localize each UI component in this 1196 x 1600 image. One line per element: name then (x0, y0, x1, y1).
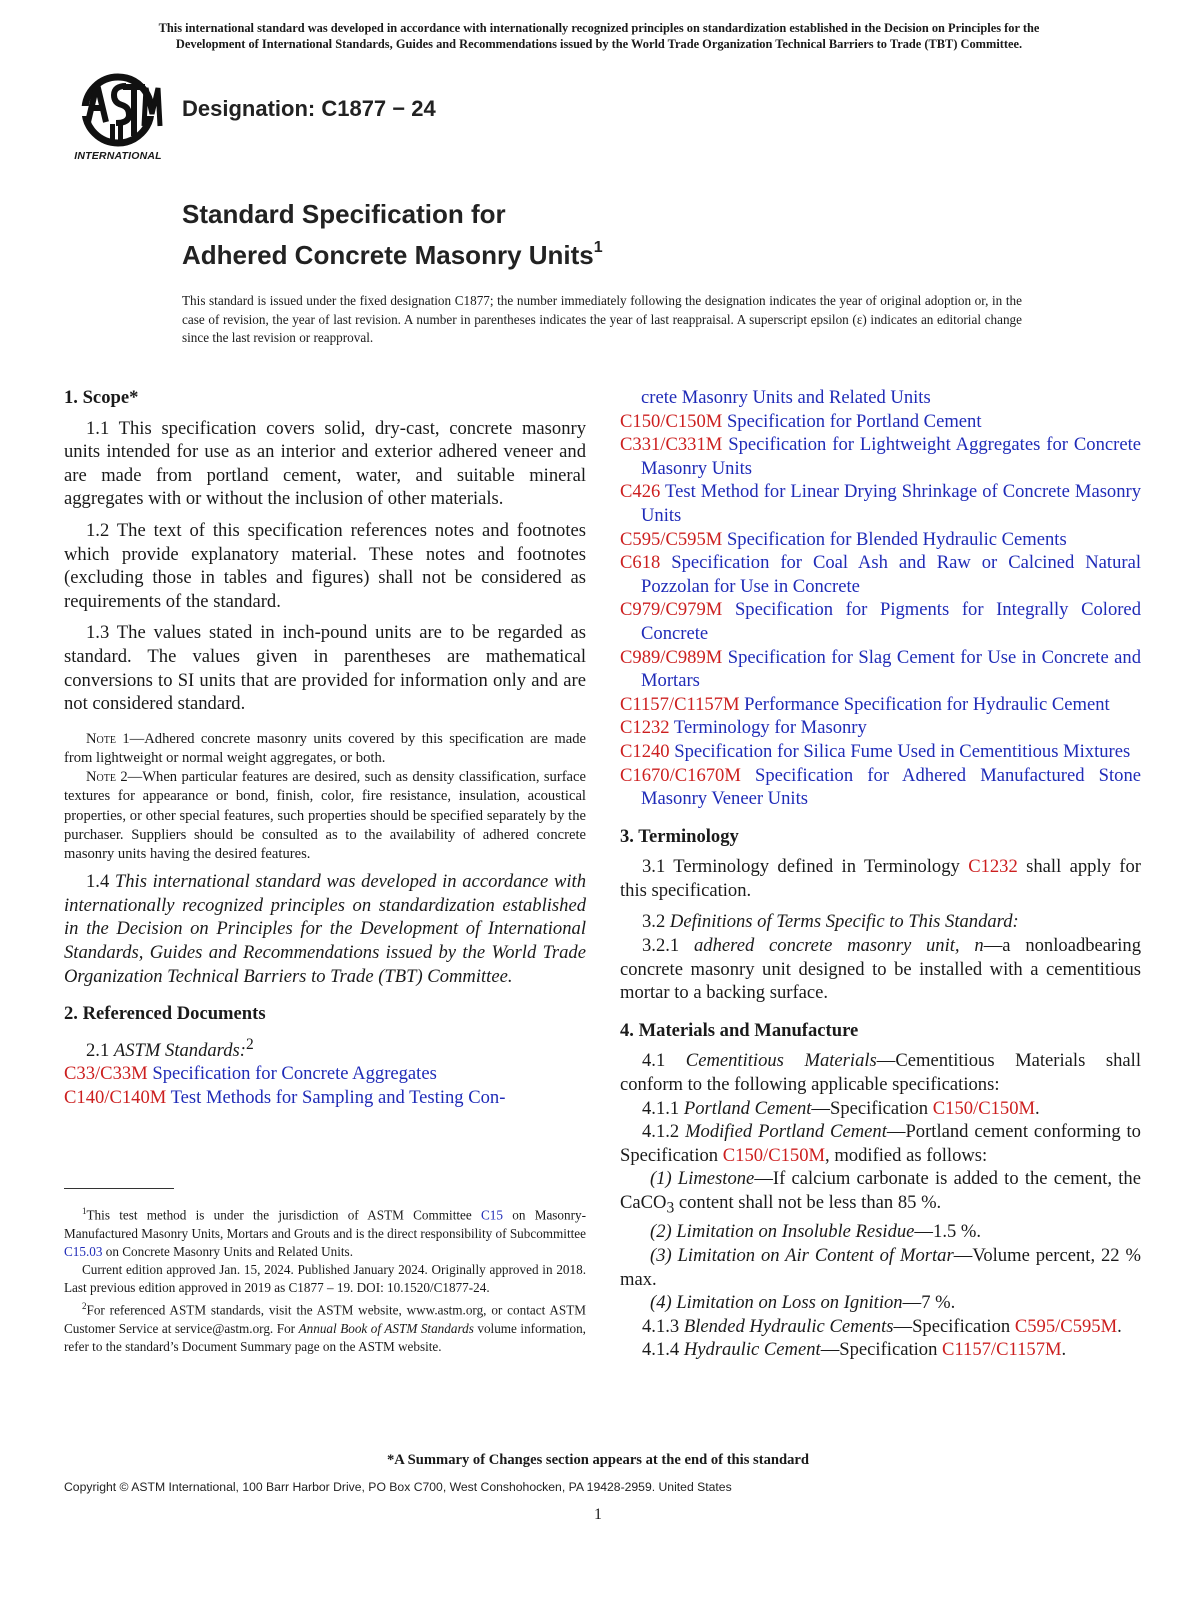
loss-on-ignition-label: (4) Limitation on Loss on Ignition (650, 1292, 903, 1314)
reference-title[interactable]: crete Masonry Units and Related Units (641, 387, 931, 408)
reference-code[interactable]: C150/C150M (620, 410, 723, 432)
reference-title[interactable]: Specification for Slag Cement for Use in Concrete and Mortars (641, 646, 1141, 692)
reference-code[interactable]: C618 (620, 552, 661, 574)
reference-title[interactable]: Terminology for Masonry (673, 717, 867, 739)
footnotes (64, 1202, 586, 1356)
reference-c1670[interactable] (620, 764, 1141, 811)
note-1-text: —Adhered concrete masonry units covered by this specification are made from lightweight or normal weight aggregates, or both. (64, 730, 586, 766)
reference-code[interactable]: C1157/C1157M (620, 693, 740, 715)
para-3-1-text: 3.1 Terminology defined in Terminology (642, 856, 969, 878)
note-1 (64, 730, 586, 768)
footnote-edition: Current edition approved Jan. 15, 2024. Published January 2024. Originally approved in 2018. Last previous edition approved in 2019 as C1877 – 19. DOI: 10.1520/C1877-24. (64, 1262, 586, 1296)
reference-title[interactable]: Specification for Portland Cement (726, 410, 982, 432)
para-2-1-label: ASTM Standards: (113, 1039, 246, 1061)
limestone-text-b: content shall not be less than 85 %. (674, 1192, 942, 1213)
reference-c426[interactable] (620, 480, 1141, 527)
reference-title[interactable]: Test Methods for Sampling and Testing Con- (170, 1087, 506, 1109)
para-1-4 (64, 870, 586, 988)
para-3-2-label: Definitions of Terms Specific to This Standard: (669, 911, 1019, 933)
subcommittee-c15-03-link[interactable]: C15.03 (64, 1243, 103, 1259)
footnote-2 (64, 1297, 586, 1356)
para-4-1-3-label: Blended Hydraulic Cements (683, 1315, 894, 1337)
spec-c1157-link[interactable]: C1157/C1157M (942, 1339, 1062, 1361)
issue-note: This standard is issued under the fixed designation C1877; the number immediately following the designation indicates the year of original adoption or, in the case of revision, the year of last revision. A number in parentheses indicates the year of last reappraisal. A superscript epsilon (ε) indicates an editorial change since the last revision or reapproval. (182, 293, 1022, 346)
para-3-2-1 (620, 934, 1141, 1005)
footnote-1 (64, 1202, 586, 1261)
note-2-text: —When particular features are desired, such as density classification, surface textures for appearance or bond, finish, color, fire resistance, insulation, acoustical properties, or other special features, such properties should be specified separately by the purchaser. Suppliers should be consulted as to the availability of adhered concrete masonry units having the desired features. (64, 769, 586, 862)
limestone-item (620, 1167, 1141, 1220)
para-3-2-number: 3.2 (642, 911, 670, 933)
reference-title[interactable]: Specification for Blended Hydraulic Cements (726, 528, 1067, 550)
footnote-2-text-b: volume information, refer to the standard’s Document Summary page on the ASTM website. (64, 1321, 586, 1355)
para-1-1: 1.1 This specification covers solid, dry-cast, concrete masonry units intended for use as an interior and exterior adhered veneer and are made from portland cement, water, and suitable mineral aggregates with or without the inclusion of other materials. (64, 417, 586, 510)
para-4-1-number: 4.1 (642, 1050, 686, 1072)
reference-c595[interactable] (620, 528, 1141, 552)
note-1-label: Note 1 (86, 730, 130, 747)
loss-on-ignition-item (620, 1291, 1141, 1315)
reference-title[interactable]: Specification for Lightweight Aggregates for Concrete Masonry Units (641, 434, 1141, 479)
reference-code[interactable]: C331/C331M (620, 434, 723, 456)
section-2-heading: 2. Referenced Documents (64, 1003, 266, 1025)
para-4-1 (620, 1049, 1141, 1096)
reference-c140-continued[interactable] (620, 386, 1141, 410)
reference-c618[interactable] (620, 551, 1141, 598)
reference-title[interactable]: Specification for Silica Fume Used in Cementitious Mixtures (674, 740, 1131, 762)
reference-c331[interactable] (620, 433, 1141, 480)
reference-title[interactable]: Specification for Concrete Aggregates (152, 1063, 437, 1085)
para-2-1 (64, 1033, 586, 1063)
para-3-2-1-number: 3.2.1 (642, 935, 694, 957)
footnote-1-text-c: on Concrete Masonry Units and Related Units. (102, 1243, 353, 1259)
reference-title[interactable]: Specification for Adhered Manufactured Stone Masonry Veneer Units (641, 764, 1141, 810)
reference-c979[interactable] (620, 598, 1141, 645)
reference-c33[interactable] (64, 1062, 586, 1086)
para-3-1 (620, 855, 1141, 902)
para-4-1-2-text: —Portland cement conforming to Specification (620, 1121, 1141, 1166)
para-4-1-4-label: Hydraulic Cement (683, 1339, 821, 1361)
air-content-label: (3) Limitation on Air Content of Mortar (650, 1244, 954, 1266)
astm-logo (66, 70, 170, 168)
para-1-4-text: This international standard was developed in accordance with internationally recognized principles on standardization established in the Decision on Principles for the Development of International Standards, Guides and Recommendations issued by the World Trade Organization Technical Barriers to Trade (TBT) Committee. (64, 871, 587, 987)
footnote-1-text: This test method is under the jurisdiction of ASTM Committee (86, 1207, 482, 1223)
reference-title[interactable]: Specification for Coal Ash and Raw or Calcined Natural Pozzolan for Use in Concrete (641, 552, 1141, 597)
summary-of-changes-note: *A Summary of Changes section appears at the end of this standard (386, 1452, 810, 1468)
caco3-subscript: 3 (666, 1199, 675, 1217)
air-content-item (620, 1244, 1141, 1291)
spec-c150-link[interactable]: C150/C150M (932, 1097, 1036, 1119)
para-4-1-2-number: 4.1.2 (642, 1121, 686, 1143)
reference-title[interactable]: Specification for Pigments for Integrally Colored Concrete (641, 599, 1141, 644)
para-4-1-1-number: 4.1.1 (642, 1097, 684, 1119)
term-definition: —a nonloadbearing concrete masonry unit designed to be installed with a cementitious mortar to a backing surface. (620, 935, 1141, 1004)
defined-term: adhered concrete masonry unit, n (694, 935, 984, 957)
para-4-1-2-tail: , modified as follows: (825, 1144, 988, 1166)
tbt-notice (60, 20, 1138, 52)
reference-code[interactable]: C979/C979M (620, 599, 723, 621)
reference-c989[interactable] (620, 646, 1141, 693)
loss-on-ignition-value: —7 %. (902, 1292, 956, 1314)
title-line-2-text: Adhered Concrete Masonry Units (182, 240, 594, 270)
designation: Designation: C1877 − 24 (182, 96, 436, 121)
section-4-heading: 4. Materials and Manufacture (620, 1019, 859, 1041)
tbt-notice-line-2: Development of International Standards, Guides and Recommendations issued by the World Trade Organization Technical Barriers to Trade (TBT) Committee. (175, 37, 1023, 51)
reference-code[interactable]: C1240 (620, 740, 670, 762)
page-number: 1 (594, 1506, 602, 1523)
para-4-1-3: 4.1.3 Blended Hydraulic Cements—Specification C595/C595M. (642, 1315, 1122, 1337)
reference-code[interactable]: C595/C595M (620, 528, 723, 550)
copyright: Copyright © ASTM International, 100 Barr Harbor Drive, PO Box C700, West Conshohocken, PA 19428-2959. United States (64, 1480, 732, 1494)
right-column (620, 386, 1141, 1362)
note-2-label: Note 2 (86, 769, 128, 786)
footnote-2-italic: Annual Book of ASTM Standards (298, 1321, 474, 1336)
para-1-2: 1.2 The text of this specification references notes and footnotes which provide explanatory material. These notes and footnotes (excluding those in tables and figures) shall not be considered as requirements of the standard. (64, 519, 586, 612)
footnote-2-text: For referenced ASTM standards, visit the ASTM website, www.astm.org, or contact ASTM Customer Service at service@astm.org. For (64, 1302, 586, 1336)
committee-c15-link[interactable]: C15 (481, 1207, 503, 1223)
para-4-1-4-number: 4.1.4 (642, 1339, 684, 1361)
logo-text: INTERNATIONAL (74, 150, 162, 162)
para-4-1-3-number: 4.1.3 (642, 1315, 684, 1337)
limestone-label: (1) Limestone (650, 1168, 755, 1190)
title-line-2 (182, 231, 603, 272)
footnote-2-mark-bottom: 2 (82, 1301, 87, 1312)
insoluble-residue-value: —1.5 %. (914, 1221, 982, 1243)
reference-c1232[interactable] (620, 716, 1141, 740)
para-1-4-number: 1.4 (86, 871, 115, 893)
reference-code[interactable]: C989/C989M (620, 646, 723, 668)
para-2-1-number: 2.1 (86, 1039, 114, 1061)
reference-code[interactable]: C33/C33M (64, 1063, 148, 1085)
note-2 (64, 768, 586, 864)
reference-title[interactable]: Test Method for Linear Drying Shrinkage of Concrete Masonry Units (641, 481, 1142, 526)
insoluble-residue-item (620, 1220, 1141, 1244)
spec-c595-link[interactable]: C595/C595M (1014, 1315, 1118, 1337)
footnote-2-mark[interactable]: 2 (245, 1035, 254, 1053)
air-content-value: —Volume percent, 22 % max. (620, 1244, 1141, 1290)
reference-c140[interactable] (64, 1086, 586, 1110)
title-line-1: Standard Specification for (182, 199, 506, 229)
section-3-heading: 3. Terminology (620, 825, 739, 847)
footnote-1-text-b: on Masonry-Manufactured Masonry Units, Mortars and Grouts and is the direct responsibility of Subcommittee (64, 1207, 586, 1241)
reference-code[interactable]: C1232 (620, 717, 670, 739)
para-4-1-4: 4.1.4 Hydraulic Cement—Specification C1157/C1157M. (642, 1339, 1067, 1361)
reference-code[interactable]: C1670/C1670M (620, 764, 741, 786)
para-4-1-text: —Cementitious Materials shall conform to the following applicable specifications: (620, 1050, 1141, 1096)
reference-title[interactable]: Performance Specification for Hydraulic Cement (744, 693, 1110, 715)
reference-c150[interactable] (620, 410, 1141, 434)
para-4-1-2-label: Modified Portland Cement (685, 1121, 887, 1143)
para-4-1-4-text: —Specification (820, 1339, 943, 1361)
title-footnote-mark[interactable]: 1 (593, 239, 603, 256)
document-title (182, 198, 603, 272)
para-4-1-label: Cementitious Materials (685, 1050, 877, 1072)
reference-code[interactable]: C426 (620, 481, 661, 503)
astm-logo-icon (66, 70, 170, 150)
limestone-text: —If calcium carbonate is added to the cement, the CaCO (620, 1168, 1141, 1213)
terminology-c1232-link[interactable]: C1232 (968, 856, 1018, 878)
spec-c150-link-2[interactable]: C150/C150M (722, 1144, 826, 1166)
insoluble-residue-label: (2) Limitation on Insoluble Residue (650, 1221, 915, 1243)
reference-c1157[interactable] (620, 693, 1141, 717)
para-4-1-3-text: —Specification (893, 1315, 1015, 1337)
para-4-1-1: 4.1.1 Portland Cement—Specification C150/C150M. (642, 1097, 1040, 1119)
para-3-2 (620, 910, 1141, 934)
reference-code[interactable]: C140/C140M (64, 1087, 167, 1109)
para-4-1-1-label: Portland Cement (683, 1097, 812, 1119)
reference-c1240[interactable] (620, 740, 1141, 764)
footnote-divider (64, 1188, 174, 1189)
left-column (64, 386, 586, 1110)
para-1-3: 1.3 The values stated in inch-pound units are to be regarded as standard. The values given in parentheses are mathematical conversions to SI units that are provided for information only and are not considered standard. (64, 622, 586, 715)
para-4-1-2 (620, 1120, 1141, 1167)
section-1-heading: 1. Scope* (64, 387, 139, 408)
para-4-1-1-text: —Specification (811, 1097, 933, 1119)
tbt-notice-line-1: This international standard was developed in accordance with internationally recognized principles on standardization established in the Decision on Principles for the (158, 21, 1040, 35)
footnote-1-mark: 1 (82, 1206, 87, 1216)
para-3-1-text-b: shall apply for this specification. (620, 856, 1141, 901)
